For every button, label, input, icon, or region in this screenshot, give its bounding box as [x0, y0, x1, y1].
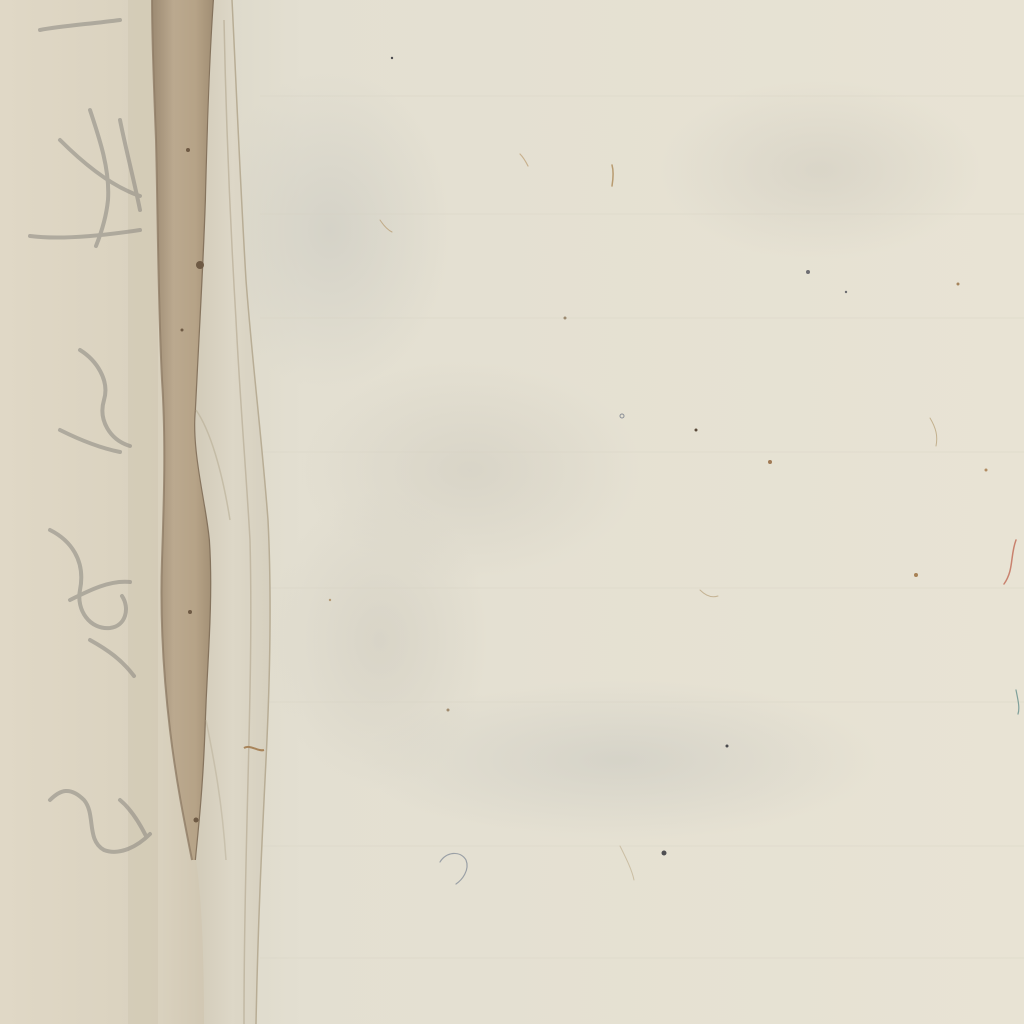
gutter-shadow — [128, 0, 158, 1024]
